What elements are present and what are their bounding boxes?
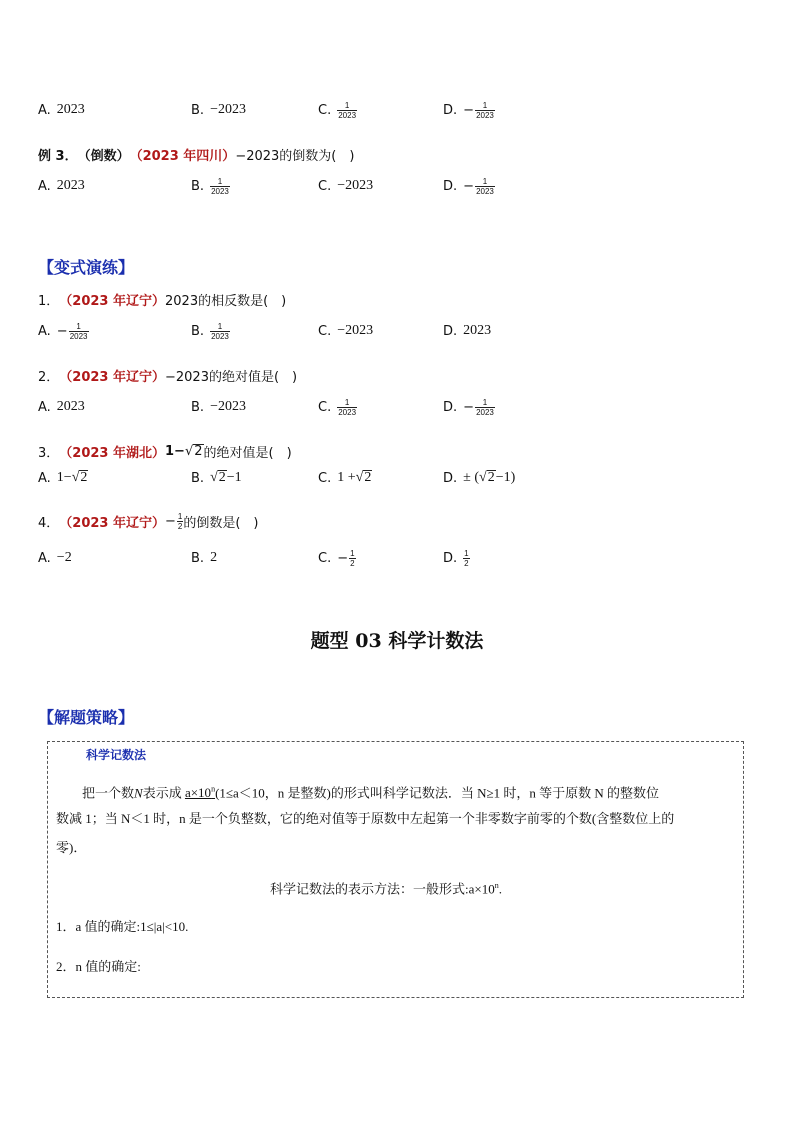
option-b[interactable]: B. −2023 bbox=[191, 102, 246, 118]
fraction: $\frac{1}{2023}$ bbox=[211, 176, 229, 196]
option-c[interactable]: C. − $\frac{1}{2}$ bbox=[318, 548, 355, 568]
variants-heading: 【变式演练】 bbox=[38, 258, 135, 277]
question-3: 3． （2023 年湖北） 1− √ 2 的绝对值是( ) bbox=[38, 443, 292, 461]
option-b[interactable]: B. $\frac{1}{2023}$ bbox=[191, 321, 229, 341]
sqrt: √ 2 bbox=[355, 470, 372, 485]
fraction: $\frac{1}{2}$ bbox=[464, 548, 469, 568]
general-form: 科学记数法的表示方法：一般形式$:a\times 10^n$. bbox=[270, 881, 502, 897]
option-b[interactable]: B. $\frac{1}{2023}$ bbox=[191, 176, 229, 196]
sqrt: √ 2 bbox=[184, 443, 203, 459]
question-1-options bbox=[38, 319, 758, 343]
option-b[interactable]: B. −2023 bbox=[191, 399, 246, 415]
option-c[interactable]: C. 1 + √ 2 bbox=[318, 470, 372, 486]
question-2-options bbox=[38, 395, 758, 419]
option-a[interactable]: A. − $\frac{1}{2023}$ bbox=[38, 321, 88, 341]
fraction: $\frac{1}{2023}$ bbox=[338, 100, 357, 120]
question-2: 2． （2023 年辽宁） −2023的绝对值是( ) bbox=[38, 369, 298, 385]
paragraph-3: 零)． bbox=[56, 840, 87, 855]
strategy-heading: 【解题策略】 bbox=[38, 708, 135, 727]
question-4-options bbox=[38, 546, 758, 570]
option-b[interactable]: B. 2 bbox=[191, 550, 218, 566]
question-1: 1． （2023 年辽宁） 2023的相反数是( ) bbox=[38, 293, 287, 309]
strategy-box bbox=[47, 741, 744, 998]
question-4: 4． （2023 年辽宁） − $\frac{1}{2}$ 的倒数是( ) bbox=[38, 511, 259, 531]
box-subtitle: 科学记数法 bbox=[86, 748, 147, 762]
fraction: $\frac{1}{2023}$ bbox=[476, 397, 494, 417]
item-2: 2．n 值的确定: bbox=[56, 959, 141, 974]
option-c[interactable]: C. −2023 bbox=[318, 323, 374, 339]
fraction: $\frac{1}{2023}$ bbox=[69, 321, 88, 341]
item-1: 1．a 值的确定:1≤|a|<10. bbox=[56, 919, 189, 934]
paragraph-2: 数减 1；当 N＜1 时，n 是一个负整数，它的绝对值等于原数中左起第一个非零数字前零的个数(含整数位上的 bbox=[56, 811, 675, 826]
fraction: $\frac{1}{2023}$ bbox=[476, 176, 494, 196]
sqrt: √ 2 bbox=[479, 470, 495, 485]
example-3-options bbox=[38, 174, 758, 198]
prev-question-options bbox=[38, 98, 758, 122]
option-c[interactable]: C. −2023 bbox=[318, 178, 374, 194]
option-d[interactable]: D. − $\frac{1}{2023}$ bbox=[443, 100, 494, 120]
example-3-question: 例 3． （倒数） （2023 年四川） −2023的倒数为( ) bbox=[38, 148, 355, 164]
paragraph-1: 把一个数N表示成 $a\times 10^n(1\le a<10$，n 是整数)的形式叫科学记数法．当 N≥1 时，n 等于原数 N 的整数位 bbox=[82, 785, 660, 801]
sqrt: √ 2 bbox=[210, 470, 226, 485]
fraction: $\frac{1}{2}$ bbox=[350, 548, 355, 568]
fraction: $\frac{1}{2023}$ bbox=[338, 397, 357, 417]
option-d[interactable]: D. $\frac{1}{2}$ bbox=[443, 548, 469, 568]
option-d[interactable]: D. − $\frac{1}{2023}$ bbox=[443, 397, 494, 417]
option-d[interactable]: D. − $\frac{1}{2023}$ bbox=[443, 176, 494, 196]
formula-underlined: $a\times 10^n$ bbox=[184, 785, 216, 801]
fraction: $\frac{1}{2023}$ bbox=[211, 321, 229, 341]
question-3-options bbox=[38, 466, 758, 490]
option-d[interactable]: D. ± ( √ 2 −1) bbox=[443, 470, 516, 486]
option-a[interactable]: A. 2023 bbox=[38, 102, 85, 118]
sqrt: √ 2 bbox=[71, 470, 88, 485]
option-d[interactable]: D. 2023 bbox=[443, 323, 492, 339]
option-c[interactable]: C. $\frac{1}{2023}$ bbox=[318, 397, 357, 417]
fraction: $\frac{1}{2}$ bbox=[177, 511, 183, 531]
option-a[interactable]: A. −2 bbox=[38, 550, 72, 566]
option-a[interactable]: A. 1− √ 2 bbox=[38, 470, 88, 486]
option-a[interactable]: A. 2023 bbox=[38, 178, 85, 194]
section-title: 题型 03 科学计数法 bbox=[310, 630, 484, 652]
option-b[interactable]: B. √ 2 −1 bbox=[191, 470, 242, 486]
option-c[interactable]: C. $\frac{1}{2023}$ bbox=[318, 100, 357, 120]
option-a[interactable]: A. 2023 bbox=[38, 399, 85, 415]
fraction: $\frac{1}{2023}$ bbox=[476, 100, 494, 120]
